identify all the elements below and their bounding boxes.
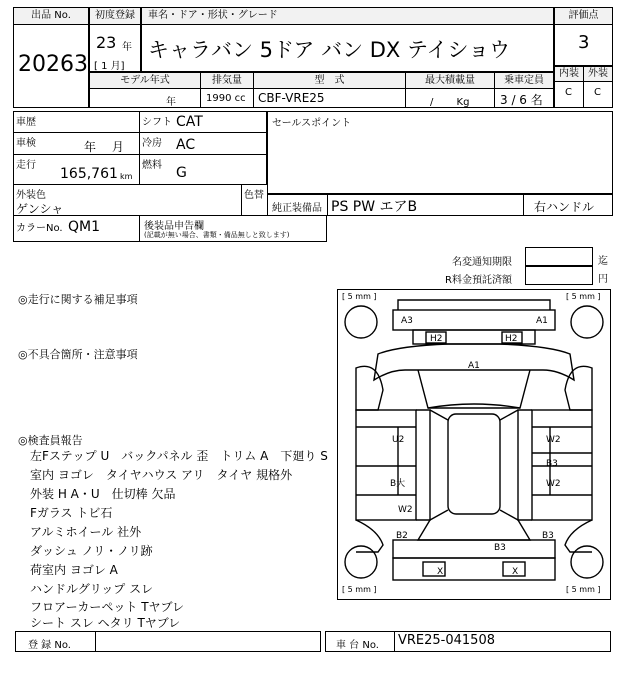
mark-left-side-upper: U2 <box>392 435 405 445</box>
history-label: 車歴 <box>16 117 36 128</box>
steering-value: 右ハンドル <box>534 200 595 214</box>
wheel-front-left <box>345 306 377 338</box>
capacity-label: 乗車定員 <box>494 72 554 89</box>
shift-label: シフト <box>142 117 172 128</box>
mileage-unit: km <box>120 172 133 181</box>
exterior-label: 外装 <box>583 66 613 82</box>
tire-depth-rl: [ 5 mm ] <box>342 585 377 594</box>
title-change-unit: 迄 <box>598 256 608 267</box>
fuel-value: G <box>176 165 187 181</box>
mark-taillight-left: X <box>437 567 444 577</box>
exterior-grade: C <box>594 87 601 98</box>
mark-right-side-upper: W2 <box>546 435 561 445</box>
reg-no-cell <box>95 631 321 652</box>
recycle-box <box>525 266 593 285</box>
mileage-value: 165,761 <box>60 166 118 182</box>
title-change-box <box>525 247 593 266</box>
report-line: 外装 H A・U 仕切棒 欠品 <box>30 487 176 501</box>
mark-headlight-left: H2 <box>430 334 443 344</box>
report-line: Fガラス トビ石 <box>30 506 113 520</box>
equipment-label: 純正装備品 <box>272 203 322 214</box>
recycle-label: R料金預託済額 <box>445 275 512 286</box>
mileage-label: 走行 <box>16 160 36 171</box>
cooler-value: AC <box>176 137 196 153</box>
model-year-cell <box>89 88 201 108</box>
lot-no-label: 出品 No. <box>13 7 89 25</box>
type-label: 型 式 <box>253 72 406 89</box>
first-reg-year-unit: 年 <box>122 42 132 53</box>
mark-taillight-right: X <box>512 567 519 577</box>
color-no-label: カラーNo. <box>16 223 63 234</box>
first-reg-label: 初度登録 <box>89 7 141 25</box>
mark-front-bumper-left: A3 <box>401 316 413 326</box>
tire-depth-rr: [ 5 mm ] <box>566 585 601 594</box>
displacement-label: 排気量 <box>200 72 254 89</box>
report-line: 室内 ヨゴレ タイヤハウス アリ タイヤ 規格外 <box>30 468 293 482</box>
reg-no-label: 登 録 No. <box>28 640 71 651</box>
recycle-unit: 円 <box>598 274 608 285</box>
left-front-fender <box>356 366 383 410</box>
right-front-fender <box>565 366 592 410</box>
tire-depth-fl: [ 5 mm ] <box>342 292 377 301</box>
sales-point-label: セールスポイント <box>272 118 352 129</box>
equipment-value: PS PW エアB <box>331 199 418 215</box>
aftermarket-note: (記載が無い場合、書類・備品無しと致します) <box>144 231 290 239</box>
mark-hood: A1 <box>468 361 480 371</box>
mark-right-side-lower: W2 <box>546 479 561 489</box>
inspection-label: 車検 <box>16 138 36 149</box>
lot-no: 20263 <box>18 52 88 77</box>
inspector-report-label: ◎検査員報告 <box>18 434 83 447</box>
report-line: ダッシュ ノリ・ノリ跡 <box>30 544 153 558</box>
wheel-rear-left <box>345 546 377 578</box>
cooler-label: 冷房 <box>142 138 162 149</box>
mark-left-side-mid: B大 <box>390 479 406 489</box>
driving-notes-label: ◎走行に関する補足事項 <box>18 293 138 306</box>
car-name: キャラバン 5ドア バン DX テイショウ <box>148 38 511 62</box>
type-code: CBF-VRE25 <box>258 91 325 105</box>
chassis-no: VRE25-041508 <box>398 633 495 648</box>
score: 3 <box>578 32 590 53</box>
front-bumper <box>393 310 555 330</box>
front-bumper-top <box>398 300 550 310</box>
wheel-rear-right <box>571 546 603 578</box>
report-line: アルミホイール 社外 <box>30 525 142 539</box>
mark-left-rear-fender: B2 <box>396 531 408 541</box>
max-load-label: 最大積載量 <box>405 72 495 89</box>
aftermarket-label: 後装品申告欄 <box>144 221 204 232</box>
color-value: ゲンシャ <box>16 202 64 216</box>
chassis-label: 車 台 No. <box>336 640 379 651</box>
vehicle-diagram <box>337 289 611 600</box>
title-change-label: 名変通知期限 <box>452 257 512 268</box>
report-line: 荷室内 ヨゴレ A <box>30 563 118 577</box>
mark-left-rear-door: W2 <box>398 505 413 515</box>
color-no-value: QM1 <box>68 219 101 235</box>
tire-depth-fr: [ 5 mm ] <box>566 292 601 301</box>
wheel-front-right <box>571 306 603 338</box>
rear-panel <box>393 540 555 558</box>
report-line: 左Fステップ U バックパネル 歪 トリム A 下廻り S <box>30 449 328 463</box>
mark-right-rear-fender: B3 <box>542 531 554 541</box>
rear-bumper <box>393 558 555 580</box>
first-reg-year: 23 <box>96 33 117 52</box>
max-load: / Kg <box>430 97 470 108</box>
color-change-label: 色替 <box>244 190 264 201</box>
shift-value: CAT <box>176 114 203 130</box>
windshield <box>418 370 530 408</box>
defect-notes-label: ◎不具合箇所・注意事項 <box>18 348 138 361</box>
interior-grade: C <box>565 87 572 98</box>
color-label: 外装色 <box>16 190 46 201</box>
model-year-unit: 年 <box>166 97 176 108</box>
interior-label: 内装 <box>554 66 584 82</box>
report-line: シート スレ ヘタリ Tヤブレ <box>30 616 181 630</box>
displacement: 1990 cc <box>206 93 246 104</box>
score-label: 評価点 <box>554 7 613 25</box>
capacity: 3 / 6 名 <box>500 93 543 107</box>
car-name-label: 車名・ドア・形状・グレード <box>141 7 554 25</box>
fuel-label: 燃料 <box>142 160 162 171</box>
mark-right-side-mid: B3 <box>546 459 558 469</box>
report-line: ハンドルグリップ スレ <box>30 582 154 596</box>
left-rear-fender <box>356 520 383 552</box>
rear-window <box>418 520 530 540</box>
right-rear-fender <box>565 520 592 552</box>
mark-headlight-right: H2 <box>505 334 518 344</box>
mark-rear-panel: B3 <box>494 543 506 553</box>
mark-front-bumper-right: A1 <box>536 316 548 326</box>
inspection-value: 年 月 <box>84 140 124 154</box>
first-reg-month: [ 1 月] <box>94 61 125 72</box>
model-year-label: モデル年式 <box>89 72 201 89</box>
roof <box>448 414 500 514</box>
report-line: フロアーカーペット Tヤブレ <box>30 600 185 614</box>
